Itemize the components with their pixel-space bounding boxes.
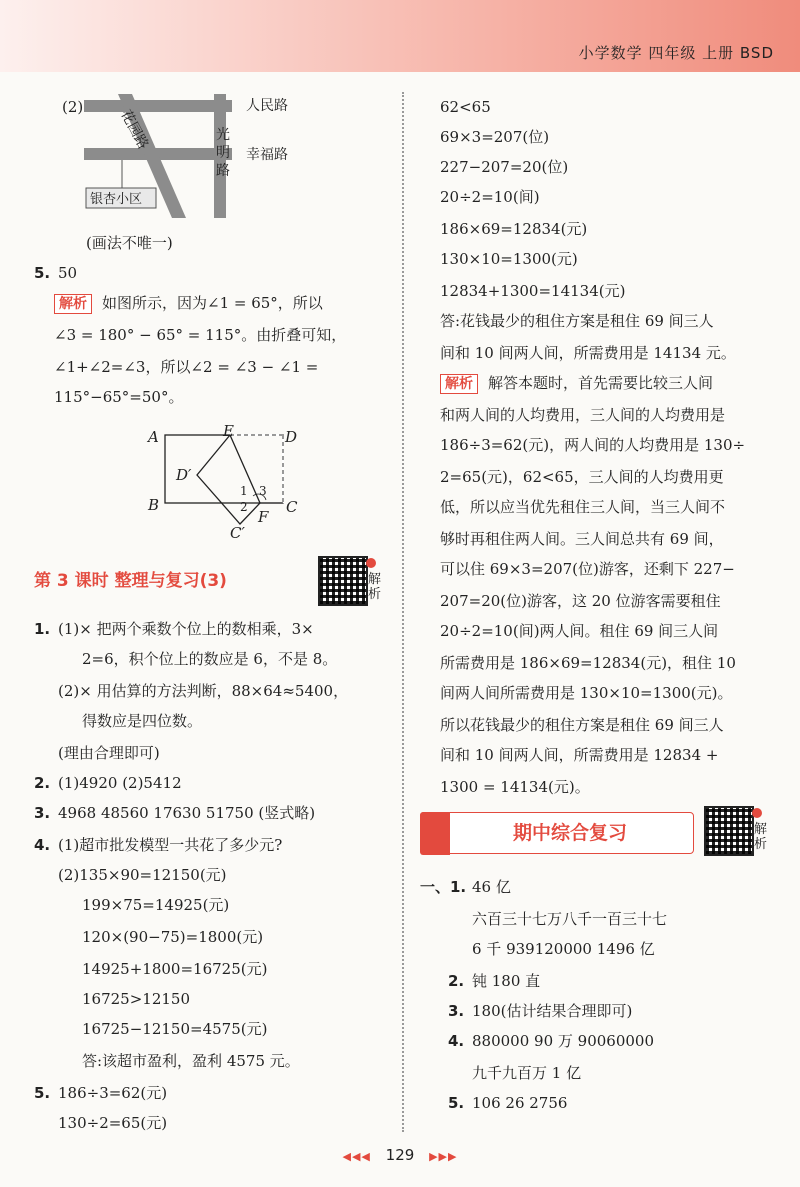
- calculation-line: 69×3=207(位): [440, 128, 550, 146]
- column-divider: [402, 92, 404, 1132]
- right-analysis-line-1: 解析 解答本题时，首先需要比较三人间: [440, 372, 713, 394]
- answer-line: 180(估计结果合理即可): [472, 1002, 633, 1020]
- road-huayuan: 花园路: [117, 107, 152, 153]
- header-banner: [0, 0, 800, 72]
- community-label: 银杏小区: [90, 192, 143, 207]
- answer-line: (2)× 用估算的方法判断，88×64≈5400，: [58, 682, 349, 700]
- point-A: A: [148, 428, 159, 446]
- angle-2: 2: [240, 500, 248, 514]
- angle-1: 1: [240, 484, 248, 498]
- analysis-tag: 解析: [54, 294, 92, 314]
- answer-line: 4968 48560 17630 51750 (竖式略): [58, 804, 316, 822]
- answer-line: 16725>12150: [82, 990, 191, 1008]
- item-number: 1.: [34, 620, 51, 638]
- play-icon: [366, 558, 376, 568]
- calculation-line: 130×10=1300(元): [440, 250, 578, 268]
- next-arrows: ▶▶▶: [429, 1150, 458, 1163]
- calculation-line: 答:花钱最少的租住方案是租住 69 间三人: [440, 312, 714, 330]
- analysis-line: 207=20(位)游客，这 20 位游客需要租住: [440, 592, 721, 610]
- analysis-line: 186÷3=62(元)，两人间的人均费用是 130÷: [440, 436, 746, 454]
- answer-line: 186÷3=62(元): [58, 1084, 168, 1102]
- item-number: 2.: [34, 774, 51, 792]
- calculation-line: 间和 10 间两人间，所需费用是 14134 元。: [440, 344, 736, 362]
- calculation-line: 12834+1300=14134(元): [440, 282, 626, 300]
- answer-line: 199×75=14925(元): [82, 896, 230, 914]
- analysis-line: 20÷2=10(间)两人间。租住 69 间三人间: [440, 622, 719, 640]
- analysis-line: 所以花钱最少的租住方案是租住 69 间三人: [440, 716, 724, 734]
- answer-line: 106 26 2756: [472, 1094, 568, 1112]
- midterm-review-title: 期中综合复习: [512, 822, 627, 844]
- item-number: 4.: [448, 1032, 465, 1050]
- calculation-line: 62<65: [440, 98, 491, 116]
- point-D-prime: D′: [176, 466, 192, 484]
- point-C-prime: C′: [230, 524, 245, 542]
- answer-line: 答:该超市盈利，盈利 4575 元。: [82, 1052, 300, 1070]
- road-xingfu: 幸福路: [246, 147, 288, 163]
- road-guangming: 光明路: [216, 127, 230, 179]
- qr-label: 解析: [754, 822, 768, 852]
- point-D: D: [285, 428, 298, 446]
- q5-analysis-line-4: 115°−65°=50°。: [54, 388, 184, 406]
- q5-num: 5.: [34, 264, 51, 282]
- qr-code[interactable]: [318, 556, 368, 606]
- calculation-line: 186×69=12834(元): [440, 220, 588, 238]
- answer-line: (1)× 把两个乘数个位上的数相乘，3×: [58, 620, 314, 638]
- answer-line: 九千九百万 1 亿: [472, 1064, 582, 1082]
- item-number: 2.: [448, 972, 465, 990]
- answer-line: (理由合理即可): [58, 744, 160, 762]
- answer-line: 120×(90−75)=1800(元): [82, 928, 264, 946]
- answer-line: 46 亿: [472, 878, 511, 896]
- answer-line: 2=6，积个位上的数应是 6，不是 8。: [82, 650, 338, 668]
- q5-answer: 50: [58, 264, 78, 282]
- analysis-line: 低，所以应当优先租住三人间，当三人间不: [440, 498, 726, 516]
- q2-label: (2): [62, 98, 84, 116]
- analysis-line: 间和 10 间两人间，所需费用是 12834 +: [440, 746, 719, 764]
- midterm-review-flag: [420, 812, 450, 855]
- angle-3: 3: [259, 484, 267, 498]
- qr-code-review[interactable]: [704, 806, 754, 856]
- q5-analysis-line-1: 解析 如图所示，因为∠1 = 65°，所以: [54, 292, 323, 314]
- item-number: 3.: [448, 1002, 465, 1020]
- header-text: 小学数学 四年级 上册 BSD: [578, 44, 774, 62]
- answer-line: 钝 180 直: [472, 972, 541, 990]
- qr-label: 解析: [368, 572, 382, 602]
- analysis-line: 2=65(元)，62<65，三人间的人均费用更: [440, 468, 724, 486]
- page-number: [0, 1146, 800, 1164]
- answer-line: 六百三十七万八千一百三十七: [472, 910, 668, 928]
- lesson-title: 第 3 课时 整理与复习(3): [34, 571, 227, 591]
- analysis-line: 可以住 69×3=207(位)游客，还剩下 227−: [440, 560, 735, 578]
- item-number: 5.: [448, 1094, 465, 1112]
- analysis-line: 和两人间的人均费用，三人间的人均费用是: [440, 406, 726, 424]
- analysis-line: 间两人间所需费用是 130×10=1300(元)。: [440, 684, 733, 702]
- answer-line: (1)4920 (2)5412: [58, 774, 182, 792]
- item-number: 5.: [34, 1084, 51, 1102]
- answer-line: 880000 90 万 90060000: [472, 1032, 654, 1050]
- answer-line: (1)超市批发模型一共花了多少元?: [58, 836, 283, 854]
- play-icon: [752, 808, 762, 818]
- analysis-line: 1300 = 14134(元)。: [440, 778, 590, 796]
- item-number: 一、1.: [420, 878, 467, 896]
- analysis-tag: 解析: [440, 374, 478, 394]
- answer-line: 16725−12150=4575(元): [82, 1020, 268, 1038]
- point-C: C: [286, 498, 298, 516]
- answer-line: (2)135×90=12150(元): [58, 866, 227, 884]
- calculation-line: 227−207=20(位): [440, 158, 569, 176]
- answer-line: 6 千 939120000 1496 亿: [472, 940, 655, 958]
- q5-analysis-line-2: ∠3 = 180° − 65° = 115°。由折叠可知，: [54, 326, 347, 344]
- item-number: 3.: [34, 804, 51, 822]
- answer-line: 得数应是四位数。: [82, 712, 203, 730]
- prev-arrows: ◀◀◀: [342, 1150, 371, 1163]
- point-E: E: [223, 422, 234, 440]
- analysis-line: 够时再租住两人间。三人间总共有 69 间，: [440, 530, 724, 548]
- answer-line: 130÷2=65(元): [58, 1114, 168, 1132]
- q5-analysis-line-3: ∠1+∠2=∠3，所以∠2 = ∠3 − ∠1 =: [54, 358, 319, 376]
- page-number-text: 129: [385, 1146, 415, 1164]
- road-renmin: 人民路: [246, 98, 288, 114]
- map-note: (画法不唯一): [86, 234, 173, 252]
- point-F: F: [258, 508, 269, 526]
- analysis-line: 所需费用是 186×69=12834(元)，租住 10: [440, 654, 736, 672]
- point-B: B: [148, 496, 160, 514]
- answer-line: 14925+1800=16725(元): [82, 960, 268, 978]
- item-number: 4.: [34, 836, 51, 854]
- calculation-line: 20÷2=10(间): [440, 188, 540, 206]
